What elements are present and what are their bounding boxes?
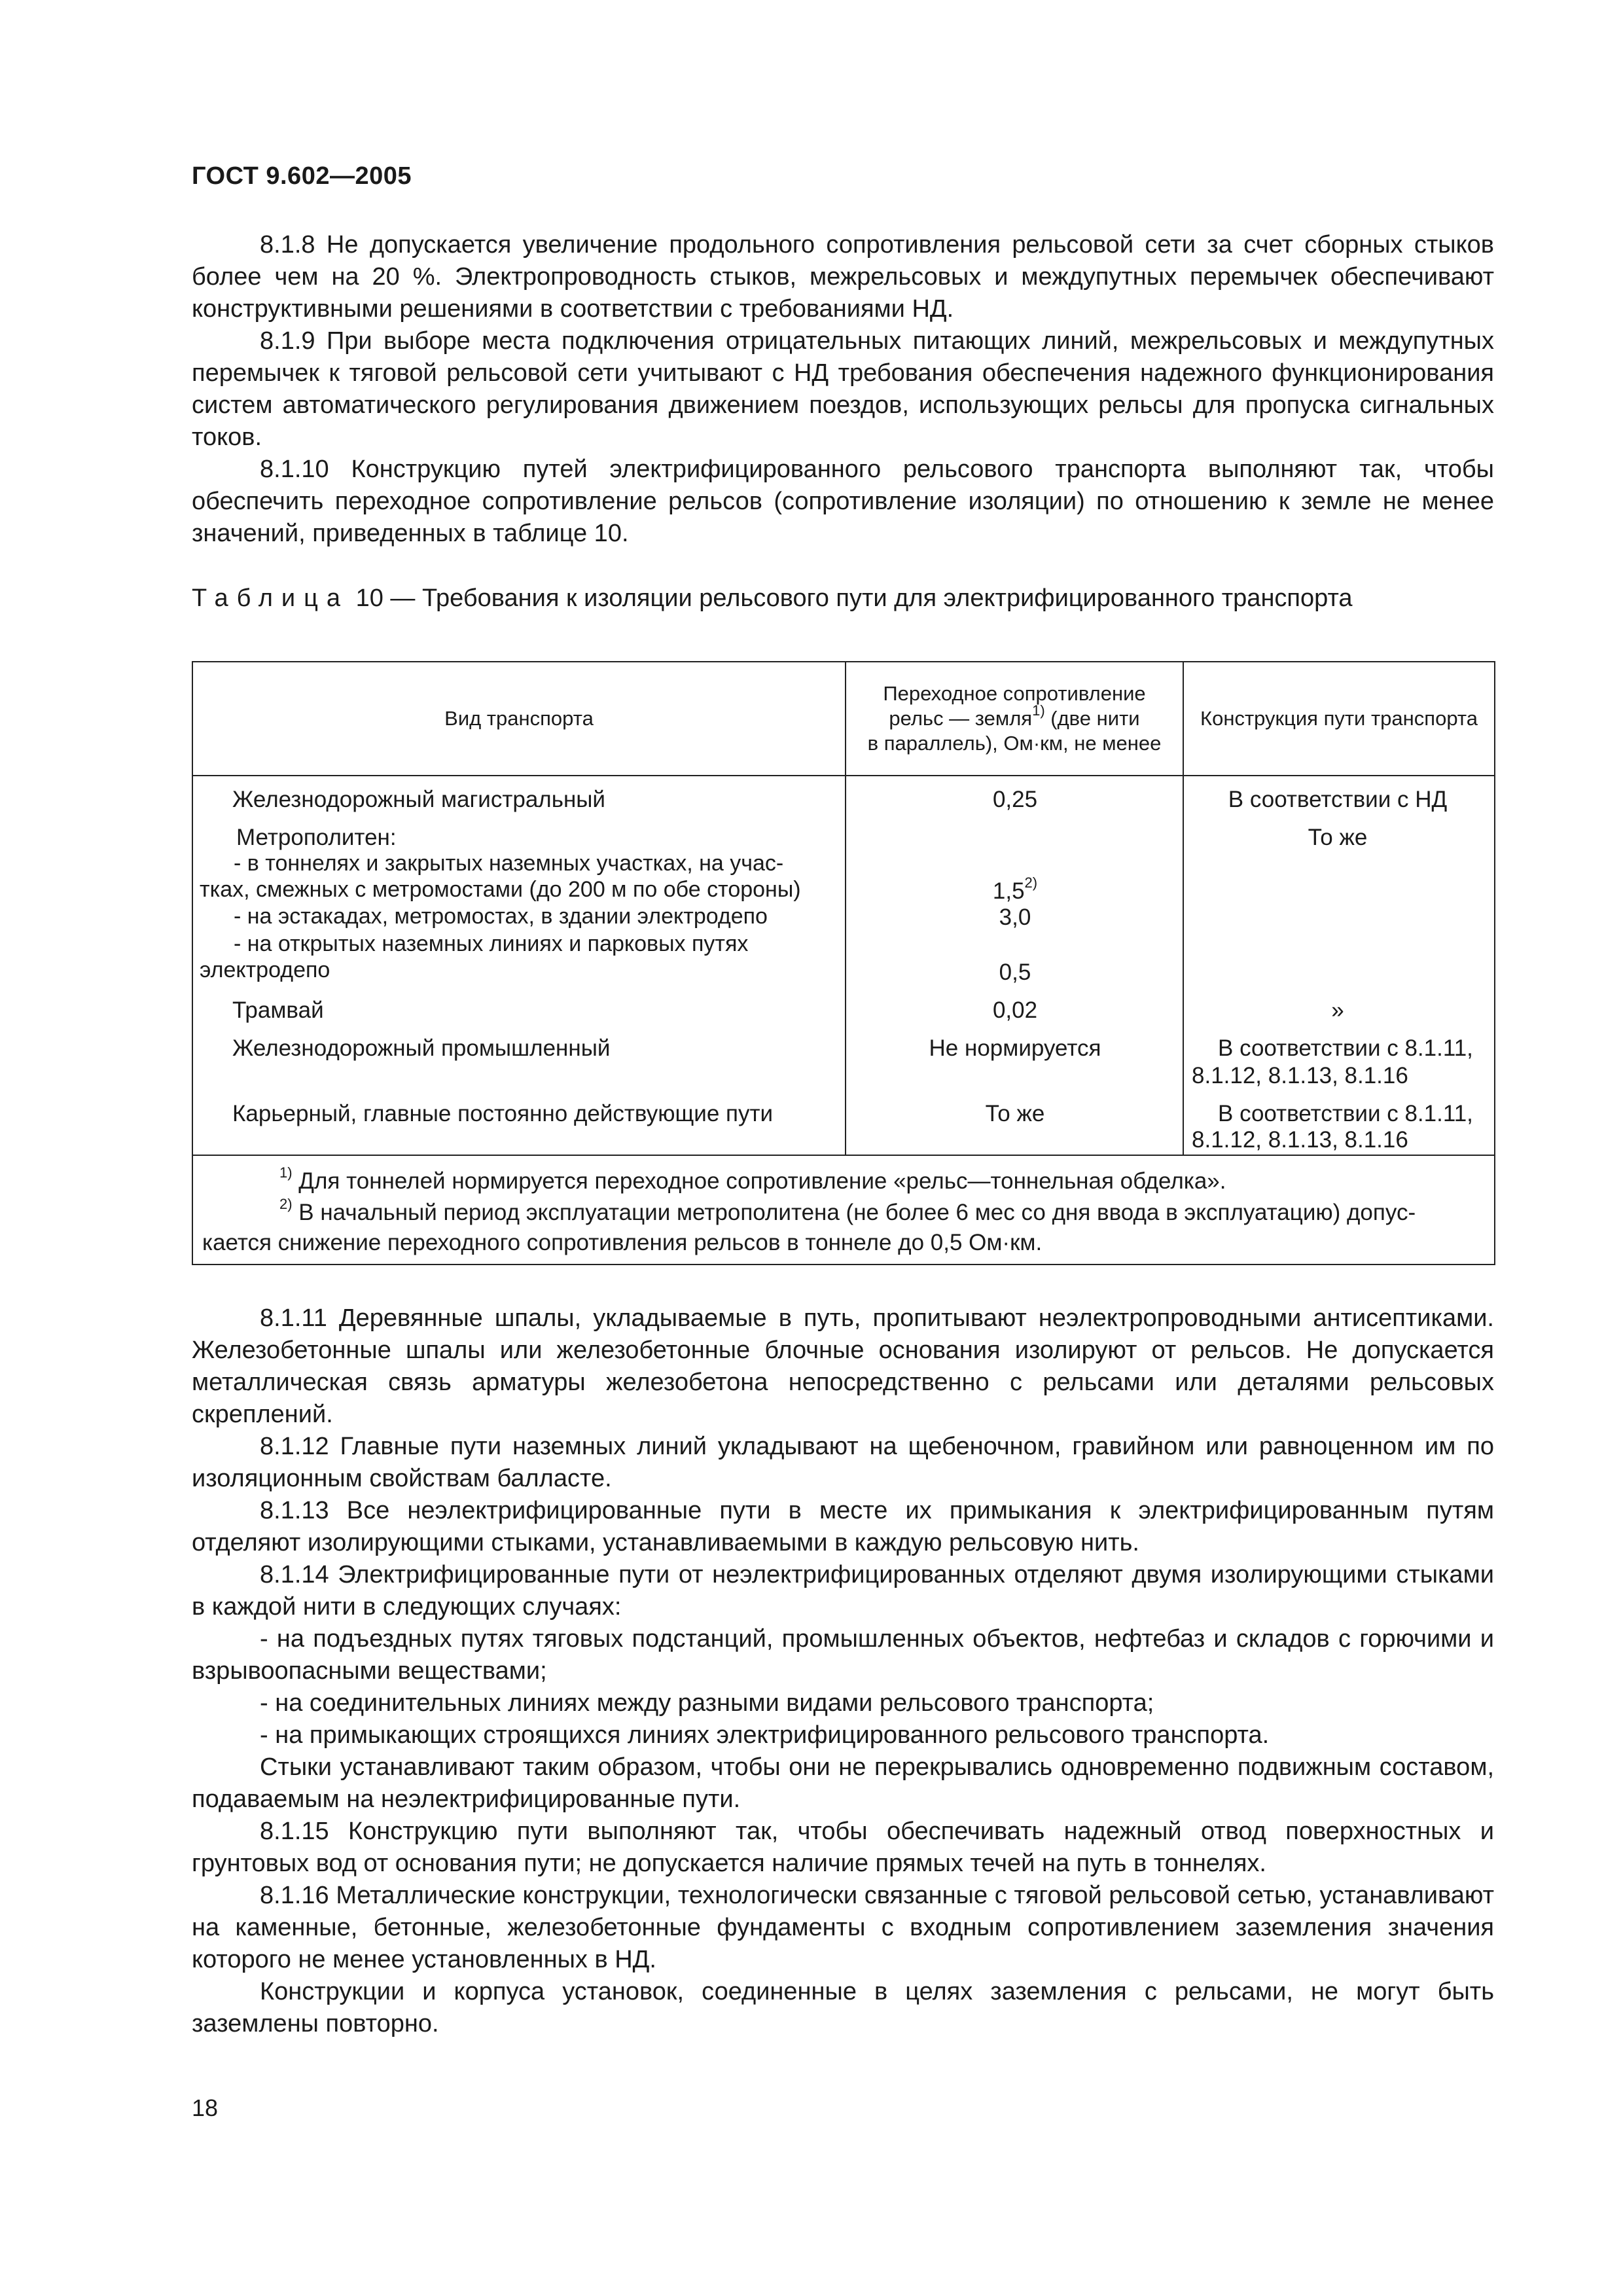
table-footnote-2-continued: кается снижение переходного сопротивления рельсов в тоннеле до 0,5 Ом·км. [202,1230,1043,1255]
table-caption-text: 10 — Требования к изоляции рельсового пути для электрифицированного транспорта [355,584,1353,612]
row-metro-overpass: - на эстакадах, метромостах, в здании электродепо [234,904,768,929]
row-tram-construction: » [1331,997,1344,1023]
row-tram-value: 0,02 [992,997,1038,1023]
table-footnote-rule [193,1155,1494,1156]
table-caption [192,583,1494,615]
top-paragraphs [192,229,1494,550]
row-mainline-value: 0,25 [992,787,1038,812]
row-quarry-value: То же [985,1101,1045,1126]
row-metro-open-line1: - на открытых наземных линиях и парковых путях [234,931,749,956]
list-item: - на подъездных путях тяговых подстанций, промышленных объектов, нефтебаз и складов с горючими и взрывоопасными веществами; [192,1625,1494,1685]
paragraph-8-1-15: 8.1.15 Конструкцию пути выполняют так, чтобы обеспечивать надежный отвод поверхностных и грунтовых вод от основания пути; не допускается наличие прямых течей на путь в тоннелях. [192,1818,1494,1877]
row-metro-tunnels-line2: тках, смежных с метромостами (до 200 м по обе стороны) [200,877,801,902]
row-tram-type: Трамвай [232,997,324,1023]
paragraph-8-1-13: 8.1.13 Все неэлектрифицированные пути в месте их примыкания к электрифицированным путям отделяют изолирующими стыками, устанавливаемыми в каждую рельсовую нить. [192,1497,1494,1556]
paragraph-8-1-10: 8.1.10 Конструкцию путей электрифицированного рельсового транспорта выполняют так, чтобы обеспечить переходное сопротивление рельсов (сопротивление изоляции) по отношению к земле не менее значений, приведенных в таблице 10. [192,456,1494,547]
paragraph-8-1-16: 8.1.16 Металлические конструкции, технологически связанные с тяговой рельсовой сетью, устанавливают на каменные, бетонные, железобетонные фундаменты с входным сопротивлением заземления значения которого не менее установленных в НД. [192,1882,1494,1973]
paragraph-8-1-9: 8.1.9 При выборе места подключения отрицательных питающих линий, межрельсовых и междупутных перемычек к тяговой рельсовой сети учитывают с НД требования обеспечения надежного функционирования систем автоматического регулирования движением поездов, использующих рельсы для пропуска сигнальных токов. [192,327,1494,451]
row-industrial-value: Не нормируется [929,1035,1101,1061]
row-quarry-construction-line1: В соответствии с 8.1.11, [1218,1101,1473,1126]
table-footnote-1: $^{1)}$ Для тоннелей нормируется переходное сопротивление «рельс—тоннельная обделка». [279,1164,1226,1194]
row-metro-overpass-value: 3,0 [999,905,1031,930]
column-header-resistance: Переходное сопротивление рельс — земля$^{1)}$ (две нити в параллель), Ом·км, не менее [867,682,1162,755]
row-mainline-construction: В соответствии с НД [1228,787,1448,812]
row-industrial-type: Железнодорожный промышленный [232,1035,611,1061]
row-metro-title: Метрополитен: [236,825,397,850]
row-industrial-construction-line1: В соответствии с 8.1.11, [1218,1035,1473,1061]
row-metro-tunnels-value: 1,5$^{2)}$ [992,874,1038,904]
list-item: - на соединительных линиях между разными видами рельсового транспорта; [260,1689,1154,1717]
row-metro-open-line2: электродепо [200,958,330,982]
row-mainline-type: Железнодорожный магистральный [232,787,605,812]
paragraph-grounding: Конструкции и корпуса установок, соединенные в целях заземления с рельсами, не могут быть заземлены повторно. [192,1978,1494,2037]
table-footnote-2: $^{2)}$ В начальный период эксплуатации метрополитена (не более 6 мес со дня ввода в эксплуатацию) допус- [279,1196,1416,1225]
row-metro-tunnels-line1: - в тоннелях и закрытых наземных участках, на учас- [234,851,784,876]
page-number: 18 [192,2094,219,2121]
row-metro-open-value: 0,5 [999,960,1031,985]
rail-insulation-table [192,661,1495,1265]
paragraph-8-1-12: 8.1.12 Главные пути наземных линий укладывают на щебеночном, гравийном или равноценном им по изоляционным свойствам балласте. [192,1433,1494,1492]
row-quarry-construction-line2: 8.1.12, 8.1.13, 8.1.16 [1192,1127,1408,1153]
row-quarry-type: Карьерный, главные постоянно действующие пути [232,1101,774,1126]
bottom-paragraphs [192,1302,1494,2040]
paragraph-8-1-14: 8.1.14 Электрифицированные пути от неэлектрифицированных отделяют двумя изолирующими стыками в каждой нити в следующих случаях: [192,1561,1494,1621]
column-header-transport-type: Вид транспорта [444,707,594,730]
table-header-rule [193,775,1494,776]
column-header-construction: Конструкция пути транспорта [1200,707,1478,730]
paragraph-8-1-8: 8.1.8 Не допускается увеличение продольного сопротивления рельсовой сети за счет сборных стыков более чем на 20 %. Электропроводность стыков, межрельсовых и междупутных перемычек обеспечивают конструктивными решениями в соответствии с требованиями НД. [192,231,1494,323]
paragraph-8-1-11: 8.1.11 Деревянные шпалы, укладываемые в путь, пропитывают неэлектропроводными антисептиками. Железобетонные шпалы или железобетонные блочные основания изолируют от рельсов. Не допускается металлическая связь арматуры железобетона непосредственно с рельсами или деталями рельсовых скреплений. [192,1304,1494,1428]
row-industrial-construction-line2: 8.1.12, 8.1.13, 8.1.16 [1192,1063,1408,1088]
row-metro-construction: То же [1308,825,1368,850]
paragraph-joints: Стыки устанавливают таким образом, чтобы они не перекрывались одновременно подвижным составом, подаваемым на неэлектрифицированные пути. [192,1753,1494,1813]
list-item: - на примыкающих строящихся линиях электрифицированного рельсового транспорта. [260,1721,1270,1749]
table-caption-label: Таблица [192,584,349,612]
document-code-header: ГОСТ 9.602—2005 [192,162,412,190]
